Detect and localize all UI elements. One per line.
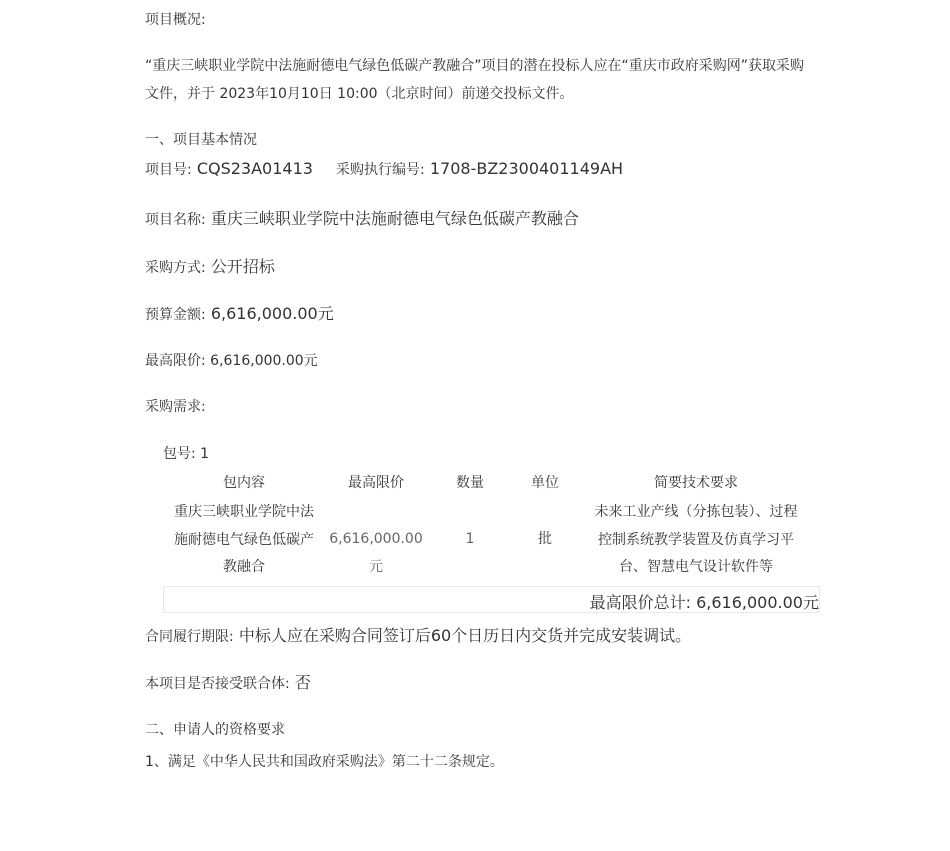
consortium-value: 否 bbox=[294, 673, 311, 692]
package-number: 1 bbox=[200, 446, 210, 462]
cell-unit: 批 bbox=[538, 531, 552, 547]
cell-content bbox=[168, 499, 320, 582]
budget-label: 预算金额: bbox=[145, 307, 206, 323]
package-row bbox=[163, 443, 209, 463]
max-price-row bbox=[145, 350, 318, 370]
requirement-item-1: 1、满足《中华人民共和国政府采购法》第二十二条规定。 bbox=[145, 754, 504, 770]
total-value: 6,616,000.00元 bbox=[696, 593, 819, 612]
table-total-row bbox=[163, 586, 820, 613]
cell-price: 6,616,000.00元 bbox=[329, 531, 423, 575]
contract-period-label: 合同履行期限: bbox=[145, 629, 234, 645]
cell-qty: 1 bbox=[465, 531, 475, 547]
overview-heading: 项目概况: bbox=[145, 12, 206, 28]
budget-value: 6,616,000.00元 bbox=[210, 304, 334, 323]
col-header-unit: 单位 bbox=[531, 475, 559, 491]
method-value: 公开招标 bbox=[210, 257, 275, 276]
max-price-value: 6,616,000.00元 bbox=[210, 353, 318, 369]
max-price-label: 最高限价: bbox=[145, 353, 206, 369]
section1-heading: 一、项目基本情况 bbox=[145, 132, 257, 148]
total-label: 最高限价总计: bbox=[589, 593, 692, 612]
cell-content-line: 教融合 bbox=[223, 559, 265, 575]
project-name-label: 项目名称: bbox=[145, 212, 206, 228]
col-header-tech: 简要技术要求 bbox=[654, 475, 738, 491]
cell-tech bbox=[590, 499, 802, 582]
project-number-value: CQS23A01413 bbox=[196, 159, 313, 178]
exec-number-label: 采购执行编号: bbox=[336, 162, 425, 178]
project-number-label: 项目号: bbox=[145, 162, 192, 178]
package-label: 包号: bbox=[163, 446, 196, 462]
cell-tech-line: 未来工业产线（分拣包装）、过程 bbox=[594, 504, 798, 520]
method-label: 采购方式: bbox=[145, 260, 206, 276]
overview-paragraph: “重庆三峡职业学院中法施耐德电气绿色低碳产教融合”项目的潜在投标人应在“重庆市政府采购网”获取采购文件，并于 2023年10月10日 10:00（北京时间）前递交投标文件。 bbox=[145, 58, 805, 102]
exec-number-value: 1708-BZ2300401149AH bbox=[429, 159, 624, 178]
contract-period-row bbox=[145, 623, 691, 646]
col-header-qty: 数量 bbox=[456, 475, 484, 491]
cell-content-line: 施耐德电气绿色低碳产 bbox=[174, 531, 314, 548]
col-header-content: 包内容 bbox=[223, 475, 265, 491]
consortium-row bbox=[145, 670, 311, 693]
total-text bbox=[590, 590, 819, 613]
contract-period-value: 中标人应在采购合同签订后60个日历日内交货并完成安装调试。 bbox=[238, 626, 692, 645]
cell-content-line: 重庆三峡职业学院中法 bbox=[174, 504, 314, 520]
project-name-row bbox=[145, 206, 579, 229]
budget-row bbox=[145, 301, 334, 324]
col-header-price: 最高限价 bbox=[348, 475, 404, 491]
consortium-label: 本项目是否接受联合体: bbox=[145, 676, 290, 692]
method-row bbox=[145, 254, 275, 277]
section2-heading: 二、申请人的资格要求 bbox=[145, 722, 285, 738]
demand-label: 采购需求: bbox=[145, 399, 206, 415]
cell-tech-line: 控制系统教学装置及仿真学习平 bbox=[598, 531, 794, 548]
cell-tech-line: 台、智慧电气设计软件等 bbox=[619, 559, 773, 575]
project-number-row bbox=[145, 159, 623, 179]
project-name-value: 重庆三峡职业学院中法施耐德电气绿色低碳产教融合 bbox=[210, 209, 579, 228]
